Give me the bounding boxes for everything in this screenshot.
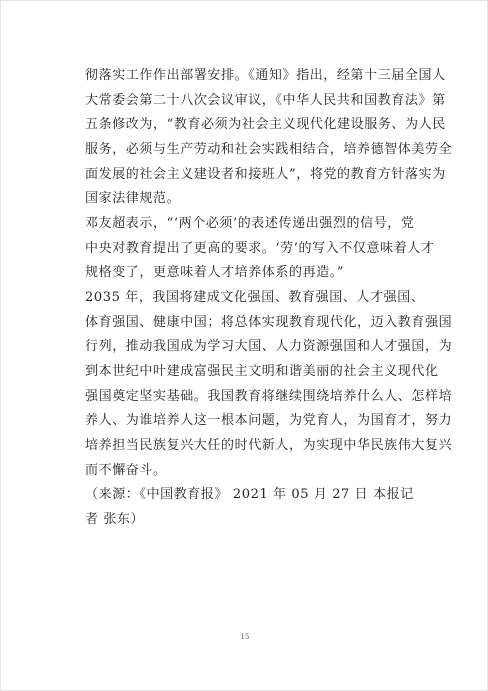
text-line-10: 2035 年，我国将建成文化强国、教育强国、人才强国、 <box>85 290 425 305</box>
text-line-2: 大常委会第二十八次会议审议，《中华人民共和国教育法》第 <box>85 93 446 108</box>
text-line-3: 五条修改为，“教育必须为社会主义现代化建设服务、为人民 <box>85 117 446 132</box>
text-line-1: 彻落实工作作出部署安排。《通知》指出，经第十三届全国人 <box>85 68 446 83</box>
text-line-19: 者 张东） <box>85 512 145 527</box>
text-line-16: 培养担当民族复兴大任的时代新人，为实现中华民族伟大复兴 <box>85 438 453 453</box>
text-line-12: 行列，推动我国成为学习大国、人力资源强国和人才强国，为 <box>85 339 453 354</box>
text-line-5: 面发展的社会主义建设者和接班人”，将党的教育方针落实为 <box>85 167 446 182</box>
text-line-14: 强国奠定坚实基础。我国教育将继续围绕培养什么人、怎样培 <box>85 389 453 404</box>
page-number: 15 <box>240 633 250 641</box>
text-line-9: 规格变了，更意味着人才培养体系的再造。” <box>85 265 345 280</box>
text-line-8: 中央对教育提出了更高的要求。‘劳’的写入不仅意味着人才 <box>85 241 435 256</box>
text-line-4: 服务，必须与生产劳动和社会实践相结合，培养德智体美劳全 <box>85 142 453 157</box>
text-line-13: 到本世纪中叶建成富强民主文明和谐美丽的社会主义现代化 <box>85 364 439 379</box>
text-line-18: （来源：《中国教育报》 2021 年 05 月 27 日 本报记 <box>85 487 414 502</box>
text-line-15: 养人、为谁培养人这一根本问题，为党育人，为国育才，努力 <box>85 413 453 428</box>
text-line-11: 体育强国、健康中国；将总体实现教育现代化，迈入教育强国 <box>85 315 453 330</box>
text-line-7: 邓友超表示，“‘两个必须’的表述传递出强烈的信号，党 <box>85 216 415 231</box>
text-line-17: 而不懈奋斗。 <box>85 463 167 478</box>
text-line-6: 国家法律规范。 <box>85 191 181 206</box>
